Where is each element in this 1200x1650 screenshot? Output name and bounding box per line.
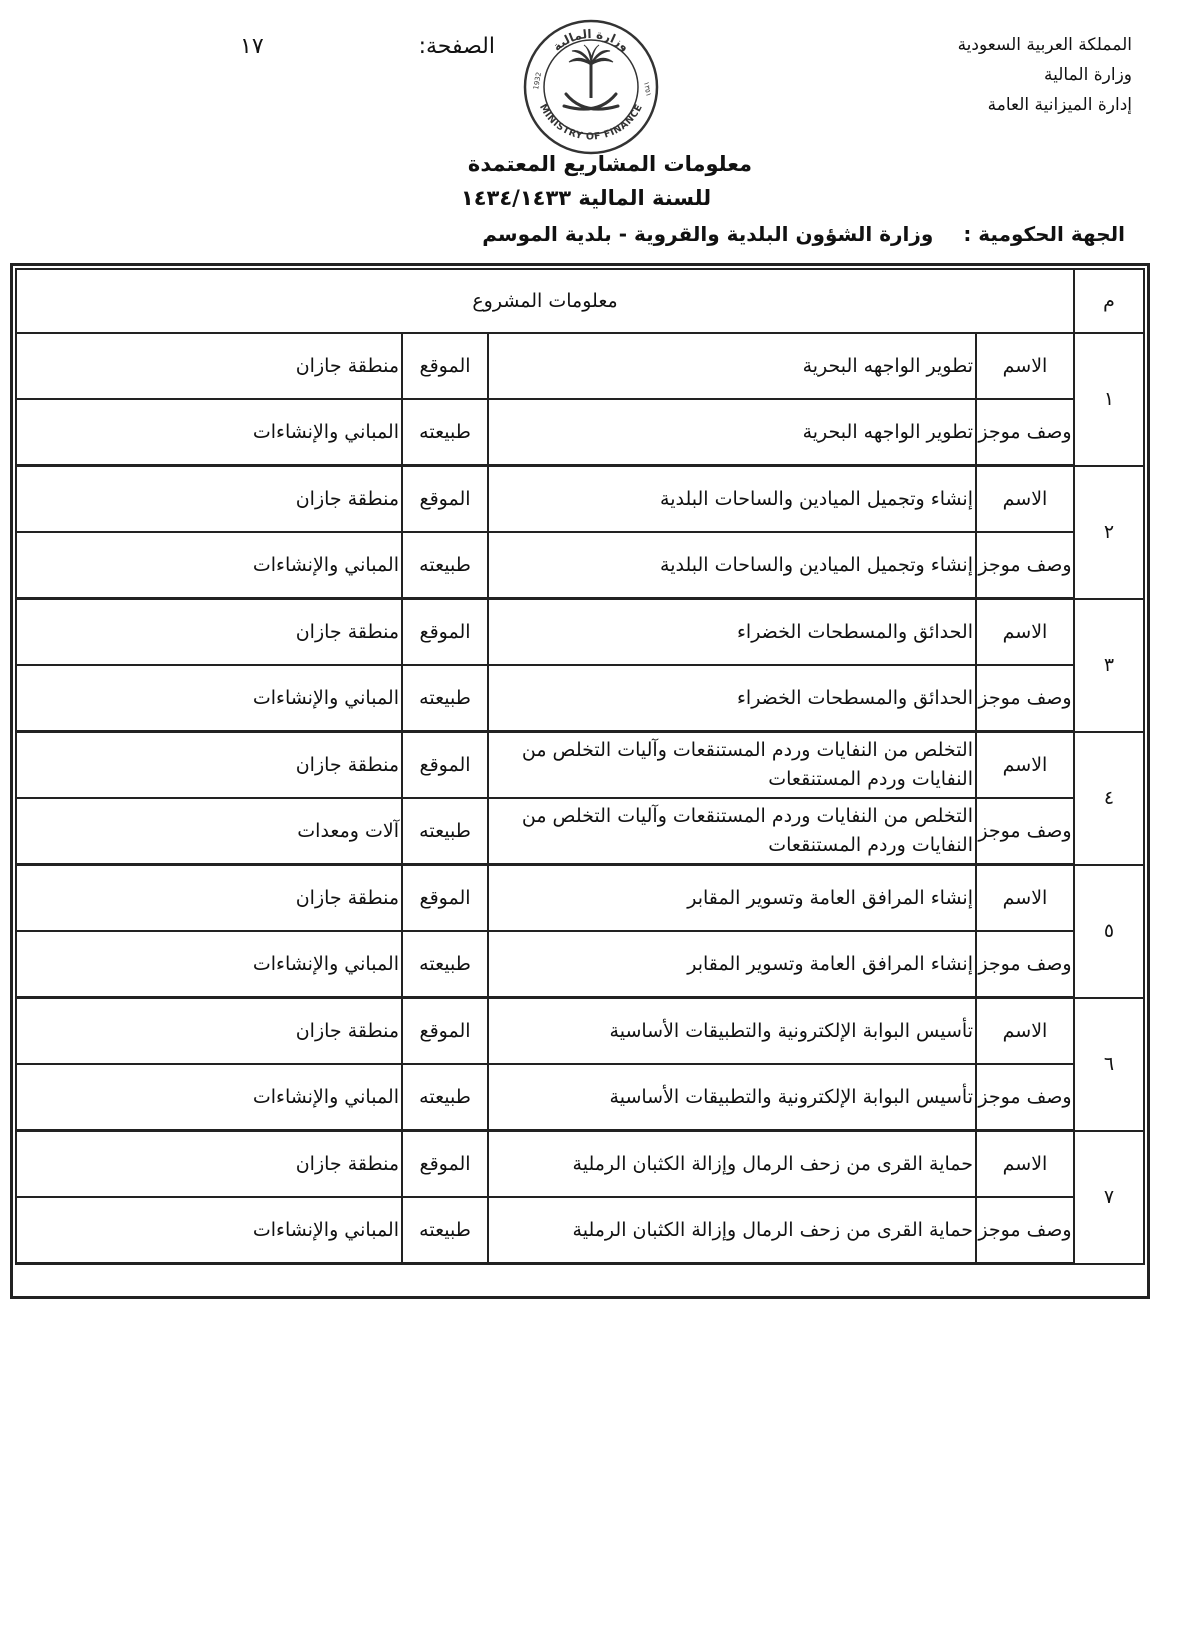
project-row-name [16,466,1144,533]
project-row-description [16,1064,1144,1131]
org-line-kingdom: المملكة العربية السعودية [957,35,1132,55]
description-label: وصف موجز [976,532,1074,599]
project-number: ٢ [1074,466,1144,599]
project-location: منطقة جازان [16,599,402,666]
page-number: ١٧ [240,34,264,59]
fiscal-year-subtitle: للسنة المالية ١٤٣٤/١٤٣٣ [460,186,712,210]
seal-year-gregorian: 1932 [532,71,544,91]
agency-label: الجهة الحكومية : [963,222,1125,246]
nature-label: طبيعته [402,1197,488,1264]
nature-label: طبيعته [402,532,488,599]
project-nature: المباني والإنشاءات [16,1197,402,1264]
location-label: الموقع [402,865,488,932]
location-label: الموقع [402,333,488,399]
project-name: الحدائق والمسطحات الخضراء [488,599,976,666]
project-number: ٦ [1074,998,1144,1131]
location-label: الموقع [402,998,488,1065]
project-row-name [16,732,1144,799]
project-location: منطقة جازان [16,865,402,932]
name-label: الاسم [976,599,1074,666]
projects-table [15,268,1145,1265]
description-label: وصف موجز [976,399,1074,466]
project-row-description [16,931,1144,998]
nature-label: طبيعته [402,931,488,998]
name-label: الاسم [976,1131,1074,1198]
nature-label: طبيعته [402,798,488,865]
project-row-description [16,798,1144,865]
description-label: وصف موجز [976,1197,1074,1264]
project-location: منطقة جازان [16,998,402,1065]
project-nature: المباني والإنشاءات [16,931,402,998]
project-description: إنشاء المرافق العامة وتسوير المقابر [488,931,976,998]
project-location: منطقة جازان [16,466,402,533]
project-name: التخلص من النفايات وردم المستنقعات وآليات التخلص من النفايات وردم المستنقعات [488,732,976,799]
project-nature: المباني والإنشاءات [16,399,402,466]
ministry-seal-logo [522,18,660,156]
project-description: التخلص من النفايات وردم المستنقعات وآليات التخلص من النفايات وردم المستنقعات [488,798,976,865]
project-nature: المباني والإنشاءات [16,1064,402,1131]
nature-label: طبيعته [402,399,488,466]
header-project-info: معلومات المشروع [16,269,1074,333]
project-description: الحدائق والمسطحات الخضراء [488,665,976,732]
project-location: منطقة جازان [16,333,402,399]
svg-text:وزارة المالية [550,27,632,55]
nature-label: طبيعته [402,1064,488,1131]
project-nature: آلات ومعدات [16,798,402,865]
project-number: ٥ [1074,865,1144,998]
project-row-name [16,333,1144,399]
seal-year-hijri: ١٣٥١ [642,80,653,98]
location-label: الموقع [402,599,488,666]
project-name: إنشاء المرافق العامة وتسوير المقابر [488,865,976,932]
description-label: وصف موجز [976,798,1074,865]
description-label: وصف موجز [976,1064,1074,1131]
document-title: معلومات المشاريع المعتمدة [467,152,753,176]
name-label: الاسم [976,865,1074,932]
projects-table-body [16,333,1144,1264]
agency-value: وزارة الشؤون البلدية والقروية - بلدية الموسم [482,222,934,246]
project-number: ٤ [1074,732,1144,865]
organization-header [958,30,1132,120]
project-location: منطقة جازان [16,1131,402,1198]
seal-english-text: MINISTRY OF FINANCE [536,102,645,143]
name-label: الاسم [976,732,1074,799]
project-description: تأسيس البوابة الإلكترونية والتطبيقات الأساسية [488,1064,976,1131]
project-row-description [16,532,1144,599]
project-name: إنشاء وتجميل الميادين والساحات البلدية [488,466,976,533]
project-description: حماية القرى من زحف الرمال وإزالة الكثبان الرملية [488,1197,976,1264]
name-label: الاسم [976,333,1074,399]
project-row-description [16,1197,1144,1264]
project-number: ٧ [1074,1131,1144,1264]
project-row-description [16,399,1144,466]
description-label: وصف موجز [976,665,1074,732]
project-name: تأسيس البوابة الإلكترونية والتطبيقات الأساسية [488,998,976,1065]
project-number: ١ [1074,333,1144,466]
location-label: الموقع [402,1131,488,1198]
seal-arabic-text: وزارة المالية [550,26,632,54]
name-label: الاسم [976,466,1074,533]
org-line-ministry: وزارة المالية [1044,65,1132,85]
project-row-description [16,665,1144,732]
description-label: وصف موجز [976,931,1074,998]
location-label: الموقع [402,732,488,799]
project-name: تطوير الواجهه البحرية [488,333,976,399]
header-number: م [1074,269,1144,333]
project-number: ٣ [1074,599,1144,732]
project-nature: المباني والإنشاءات [16,532,402,599]
page-label: الصفحة: [418,34,495,59]
org-line-department: إدارة الميزانية العامة [987,95,1132,115]
project-description: إنشاء وتجميل الميادين والساحات البلدية [488,532,976,599]
project-description: تطوير الواجهه البحرية [488,399,976,466]
project-location: منطقة جازان [16,732,402,799]
palm-tree-icon [569,45,613,98]
nature-label: طبيعته [402,665,488,732]
project-row-name [16,1131,1144,1198]
project-name: حماية القرى من زحف الرمال وإزالة الكثبان الرملية [488,1131,976,1198]
government-agency [482,222,1125,246]
project-nature: المباني والإنشاءات [16,665,402,732]
project-row-name [16,998,1144,1065]
location-label: الموقع [402,466,488,533]
name-label: الاسم [976,998,1074,1065]
table-header-row [16,269,1144,333]
project-row-name [16,599,1144,666]
project-row-name [16,865,1144,932]
